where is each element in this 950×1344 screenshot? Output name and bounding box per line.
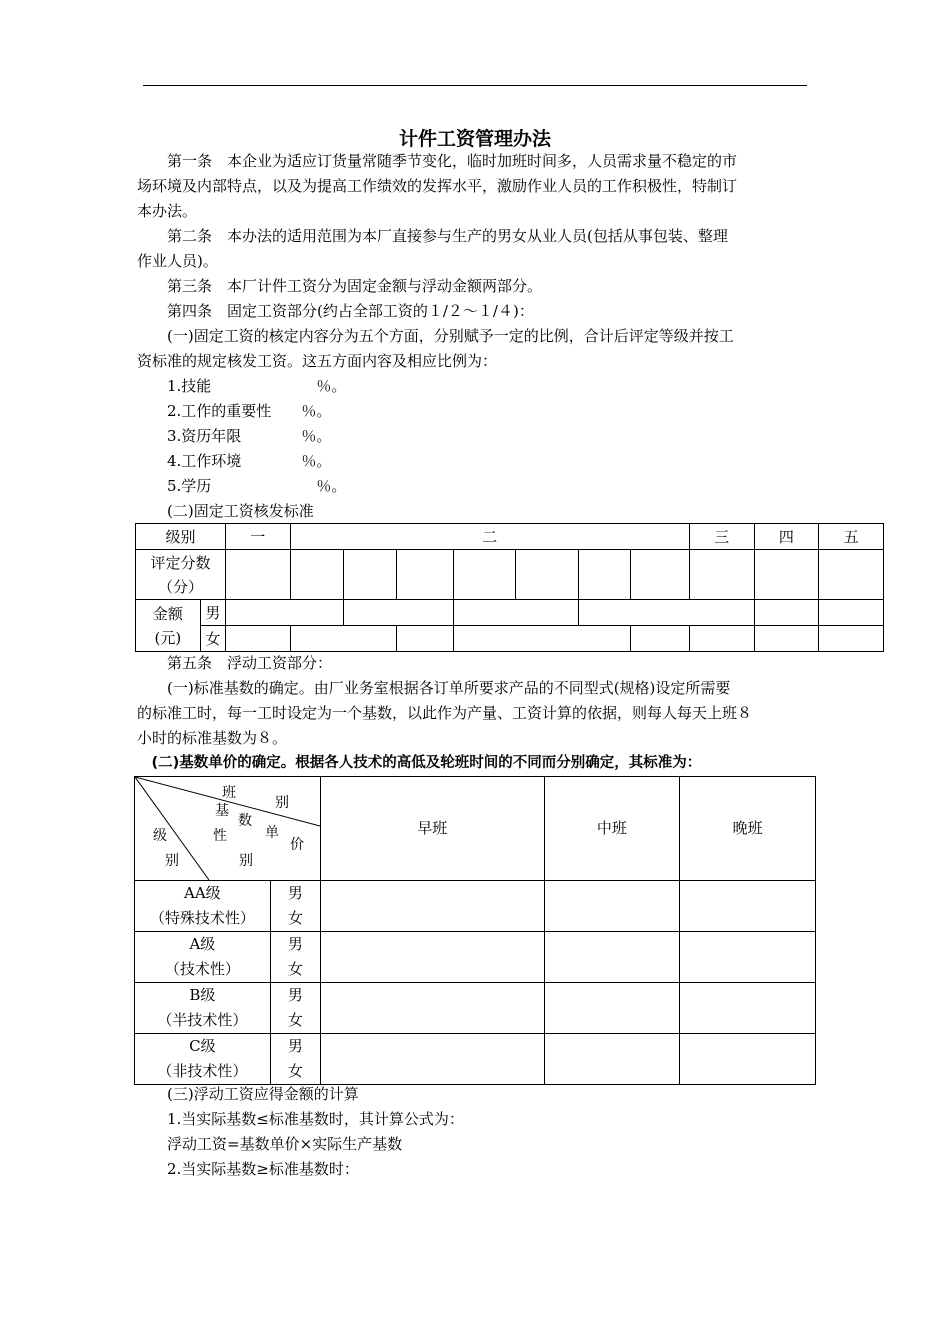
- grade-label: AA级: [184, 884, 221, 902]
- formula-1: 1.当实际基数≤标准基数时，其计算公式为：: [137, 1110, 464, 1128]
- price-cell[interactable]: [544, 932, 680, 983]
- diag-bie1: 别: [275, 795, 289, 811]
- art5-2: (二)基数单价的确定。根据各人技术的高低及轮班时间的不同而分别确定，其标准为：: [137, 755, 702, 771]
- header-rule: [143, 85, 807, 86]
- item-2: 2.工作的重要性 ％。: [137, 402, 332, 420]
- gender-cell: [270, 983, 320, 1034]
- score-cell[interactable]: [454, 550, 516, 600]
- grade-desc: （非技术性）: [157, 1062, 248, 1080]
- level-2: 二: [290, 524, 689, 550]
- page-title: 计件工资管理办法: [398, 128, 551, 150]
- fixed-wage-table: [135, 523, 884, 652]
- amount-cell[interactable]: [290, 626, 396, 652]
- shift-middle: 中班: [544, 777, 680, 881]
- diag-ji-level: 级: [153, 828, 167, 844]
- art2-line2: 作业人员)。: [137, 252, 218, 270]
- art5-1-line3: 小时的标准基数为８。: [137, 729, 288, 747]
- level-5: 五: [819, 524, 884, 550]
- art1-line1: 第一条 本企业为适应订货量常随季节变化，临时加班时间多，人员需求量不稳定的市: [137, 152, 738, 170]
- art1-line3: 本办法。: [137, 202, 198, 220]
- art5-1-line2: 的标准工时，每一工时设定为一个基数，以此作为产量、工资计算的依据，则每人每天上班８: [137, 704, 753, 722]
- amount-cell[interactable]: [754, 600, 819, 626]
- diag-ban: 班: [222, 785, 236, 801]
- female-label: 女: [200, 626, 225, 652]
- price-cell[interactable]: [544, 983, 680, 1034]
- amount-cell[interactable]: [454, 600, 578, 626]
- male-label: 男: [287, 884, 303, 902]
- diag-jia: 价: [290, 837, 304, 853]
- level-3: 三: [689, 524, 754, 550]
- grade-desc: （半技术性）: [157, 1011, 248, 1029]
- score-cell[interactable]: [396, 550, 454, 600]
- score-cell[interactable]: [578, 550, 631, 600]
- grade-b: [135, 983, 271, 1034]
- amount-header: [136, 600, 201, 652]
- male-label: 男: [287, 1037, 303, 1055]
- art4-1-line2: 资标准的规定核发工资。这五方面内容及相应比例为：: [137, 352, 498, 370]
- art3: 第三条 本厂计件工资分为固定金额与浮动金额两部分。: [137, 277, 543, 295]
- male-label: 男: [287, 935, 303, 953]
- amount-cell[interactable]: [225, 626, 290, 652]
- amount-label: 金额: [152, 604, 183, 623]
- score-cell[interactable]: [225, 550, 290, 600]
- art4-2: (二)固定工资核发标准: [137, 502, 314, 520]
- price-cell[interactable]: [680, 932, 816, 983]
- art4: 第四条 固定工资部分(约占全部工资的１/２～１/４)：: [137, 302, 534, 320]
- amount-cell[interactable]: [578, 600, 754, 626]
- diag-dan: 单: [265, 825, 279, 841]
- grade-label: C级: [189, 1037, 216, 1055]
- amount-cell[interactable]: [225, 600, 343, 626]
- price-cell[interactable]: [680, 1034, 816, 1085]
- price-cell[interactable]: [321, 983, 545, 1034]
- diag-ji: 基: [215, 803, 229, 819]
- gender-cell: [270, 932, 320, 983]
- grade-a: [135, 932, 271, 983]
- gender-cell: [270, 1034, 320, 1085]
- grade-label: B级: [189, 986, 216, 1004]
- formula-2: 浮动工资=基数单价×实际生产基数: [137, 1135, 403, 1153]
- price-cell[interactable]: [544, 881, 680, 932]
- price-cell[interactable]: [544, 1034, 680, 1085]
- diagonal-header: [135, 777, 321, 881]
- amount-cell[interactable]: [689, 626, 754, 652]
- art5-3: (三)浮动工资应得金额的计算: [137, 1085, 359, 1103]
- price-cell[interactable]: [321, 932, 545, 983]
- level-4: 四: [754, 524, 819, 550]
- level-header: 级别: [136, 524, 226, 550]
- amount-cell[interactable]: [344, 600, 454, 626]
- item-3: 3.资历年限 ％。: [137, 427, 332, 445]
- item-4: 4.工作环境 ％。: [137, 452, 332, 470]
- amount-cell[interactable]: [819, 600, 884, 626]
- art2-line1: 第二条 本办法的适用范围为本厂直接参与生产的男女从业人员(包括从事包装、整理: [137, 227, 728, 245]
- art5-1-line1: (一)标准基数的确定。由厂业务室根据各订单所要求产品的不同型式(规格)设定所需要: [137, 679, 731, 697]
- diag-xing: 性: [213, 828, 227, 844]
- level-1: 一: [225, 524, 290, 550]
- female-label: 女: [287, 960, 303, 978]
- diag-bie2: 别: [239, 853, 253, 869]
- gender-cell: [270, 881, 320, 932]
- score-cell[interactable]: [819, 550, 884, 600]
- item-1: 1.技能 ％。: [137, 377, 347, 395]
- female-label: 女: [287, 1062, 303, 1080]
- amount-cell[interactable]: [819, 626, 884, 652]
- amount-unit: (元): [154, 628, 182, 647]
- male-label: 男: [287, 986, 303, 1004]
- grade-aa: [135, 881, 271, 932]
- score-cell[interactable]: [516, 550, 579, 600]
- amount-cell[interactable]: [396, 626, 454, 652]
- score-cell[interactable]: [290, 550, 344, 600]
- grade-label: A级: [189, 935, 216, 953]
- score-cell[interactable]: [631, 550, 690, 600]
- amount-cell[interactable]: [754, 626, 819, 652]
- grade-c: [135, 1034, 271, 1085]
- formula-3: 2.当实际基数≥标准基数时：: [137, 1160, 359, 1178]
- diag-bie3: 别: [165, 853, 179, 869]
- score-cell[interactable]: [344, 550, 397, 600]
- price-cell[interactable]: [321, 1034, 545, 1085]
- score-cell[interactable]: [689, 550, 754, 600]
- score-unit: （分）: [157, 577, 203, 596]
- price-cell[interactable]: [680, 881, 816, 932]
- art4-1-line1: (一)固定工资的核定内容分为五个方面，分别赋予一定的比例，合计后评定等级并按工: [137, 327, 734, 345]
- art5: 第五条 浮动工资部分：: [137, 654, 333, 672]
- price-cell[interactable]: [680, 983, 816, 1034]
- female-label: 女: [287, 1011, 303, 1029]
- price-cell[interactable]: [321, 881, 545, 932]
- diag-shu: 数: [238, 813, 252, 829]
- shift-early: 早班: [321, 777, 545, 881]
- male-label: 男: [200, 600, 225, 626]
- shift-night: 晚班: [680, 777, 816, 881]
- item-5: 5.学历 ％。: [137, 477, 347, 495]
- art1-line2: 场环境及内部特点，以及为提高工作绩效的发挥水平，激励作业人员的工作积极性，特制订: [137, 177, 738, 195]
- female-label: 女: [287, 909, 303, 927]
- grade-desc: （特殊技术性）: [149, 909, 255, 927]
- amount-cell[interactable]: [631, 626, 690, 652]
- unit-price-table: [134, 776, 816, 1085]
- amount-cell[interactable]: [454, 626, 631, 652]
- grade-desc: （技术性）: [164, 960, 240, 978]
- score-cell[interactable]: [754, 550, 819, 600]
- score-label: 评定分数: [150, 553, 211, 572]
- score-header: [136, 550, 226, 600]
